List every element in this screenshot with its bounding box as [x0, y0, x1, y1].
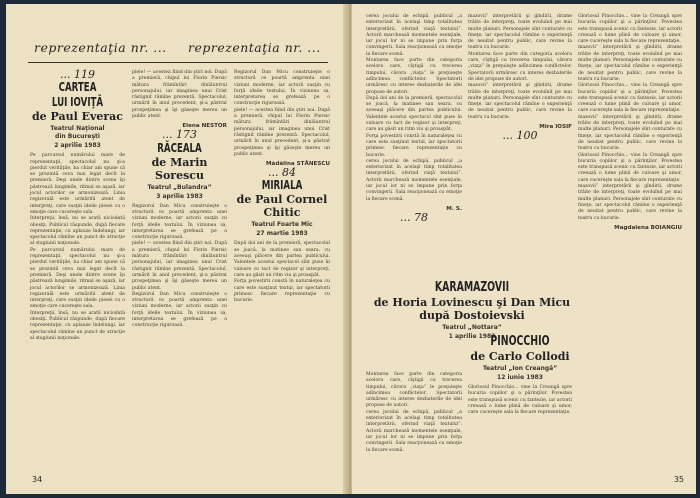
- review-body-3: După doi ani de la premieră, spectacolul se joacă, la matinee sau seara, cu aceeaşi plăcere din partea publicului. Valentele acestui spectacol sînt puse în valoare cu tact de regizor şi interpreţi, care au găsit un ritm viu şi proaspăt.: [366, 95, 462, 133]
- review-author: de Horia Lovinescu şi Dan Micu după Dostoievski: [373, 296, 571, 322]
- review-theatre: Teatrul „Ion Creangă”: [482, 365, 558, 372]
- review-body-5: cerea jocului de echipă, publicul „a exteriorizat în acelaşi timp totalitatea interpretării, oferind viaţă textului”. Actorii marchează momentele esenţiale, iar jocul lor ni se impune prin forţa convingerii. Sala reacţionează cu emoţie la fiecare scenă.: [366, 158, 462, 202]
- review-body-3: mazovii” interpretării şi gîndirii, drame trăite de interpreţi, toate evoluînd pe mai multe planuri. Personajele sînt conturate cu fineţe, iar spectacolul rămîne o experienţă de neuitat pentru public, care revine la teatru cu bucurie.: [468, 83, 572, 120]
- review-theatre: Teatrul Naţional: [50, 125, 105, 133]
- review-title: CARTEA: [58, 80, 97, 95]
- column-3: [234, 70, 330, 304]
- review-body: Regizorul Dan Micu construieşte o structură ce poartă amprenta unei viziuni moderne, iar actorii susţin cu forţă ideile textului. În viziunea sa, interpretarea se grefează pe o construcţie riguroasă.: [234, 70, 330, 107]
- review-author: de Paul Cornel Chitic: [236, 193, 328, 220]
- review-theatre: Teatrul „Bulandra”: [147, 183, 212, 191]
- left-page: [6, 4, 348, 494]
- review-body-2: Montarea face parte din categoria acelora care, cîştigă cu trecerea timpului, cărora „viaţa” le preţuieşte adîncimea conflictelor. Spectatorii urmăresc cu interes dezbaterile de idei propuse de autori.: [366, 58, 462, 95]
- column-6: [578, 14, 682, 234]
- review-author: de Paul Everac: [31, 110, 124, 124]
- review-author: de Marin Sorescu: [151, 155, 208, 182]
- review-author: de Carlo Collodi: [470, 350, 570, 363]
- review-body-4: Forţa povestirii constă în naturaleţea cu care este susţinut textul, iar spectatorii primesc fiecare reprezentaţie cu bucurie.: [234, 279, 330, 304]
- review-title: RĂCEALA: [157, 140, 202, 155]
- review-body-2: mazovii” interpretării şi gîndirii, drame trăite de interpreţi, toate evoluînd pe mai multe planuri. Personajele sînt conturate cu fineţe, iar spectacolul rămîne o experienţă de neuitat pentru public, care revine la teatru cu bucurie.: [578, 45, 682, 82]
- review-number: ... 173: [162, 128, 197, 142]
- review-body-2: Interpreţii, însă, nu se arată niciodată obosiţi. Publicul răspunde, după fiecare reprezentaţie, cu aplauze îndelungi, iar spectacolul rămîne un punct de atracţie al stagiunii naţionale.: [30, 216, 125, 247]
- review-body: Montarea face parte din categoria acelora care, cîştigă cu trecerea timpului, cărora „viaţa” le preţuieşte adîncimea conflictelor. Spectatorii urmăresc cu interes dezbaterile de idei propuse de autori.: [366, 372, 462, 409]
- review-body-3: piele! — acestea fiind din ştiri noi. După a premieră, chipul lui Florin Piersic mătura frămîntări dinlăuntrul personajului, iar imaginea unui Crist răstignit rămîne prezentă. Spectacolul, urmărit în anul precedent, şi-a păstrat prospeţimea şi îşi găseşte mereu un public atent.: [132, 241, 227, 291]
- review-body-2: cerea jocului de echipă, publicul „a exteriorizat în acelaşi timp totalitatea interpretării, oferind viaţă textului”. Actorii marchează momentele esenţiale, iar jocul lor ni se impune prin forţa convingerii. Sala reacţionează cu emoţie la fiecare scenă.: [366, 409, 462, 453]
- review-theatre: Teatrul Foarte Mic: [251, 221, 313, 229]
- review-body-4: Interpreţii, însă, nu se arată niciodată obosiţi. Publicul răspunde, după fiecare reprezentaţie, cu aplauze îndelungi, iar spectacolul rămîne un punct de atracţie al stagiunii naţionale.: [30, 310, 125, 341]
- review-body: mazovii” interpretării şi gîndirii, drame trăite de interpreţi, toate evoluînd pe mai multe planuri. Personajele sînt conturate cu fineţe, iar spectacolul rămîne o experienţă de neuitat pentru public, care revine la teatru cu bucurie.: [468, 14, 572, 51]
- review-title-2: LUI IOVIŢĂ: [51, 95, 104, 110]
- column-2: [132, 70, 227, 330]
- review-number: ... 78: [400, 210, 428, 224]
- review-signature: Mădălina STĂNESCU: [265, 161, 330, 168]
- review-date: 2 aprilie 1983: [54, 142, 101, 150]
- review-title: PINOCCHIO: [490, 334, 550, 349]
- review-body-3: Gloriosul Pinocchio... vine la Creangă spre bucuria copiilor şi a părinţilor. Povestea este transpusă scenic cu fantezie, iar actorii creează o lume plină de culoare şi umor, care cucereşte sala la fiecare reprezentaţie.: [578, 83, 682, 114]
- column-5-lower: [468, 334, 572, 416]
- review-body-4: Regizorul Dan Micu construieşte o structură ce poartă amprenta unei viziuni moderne, iar actorii susţin cu forţă ideile textului. În viziunea sa, interpretarea se grefează pe o construcţie riguroasă.: [132, 291, 227, 329]
- column-4: [366, 14, 462, 223]
- review-body-6: mazovii” interpretării şi gîndirii, drame trăite de interpreţi, toate evoluînd pe mai multe planuri. Personajele sînt conturate cu fineţe, iar spectacolul rămîne o experienţă de neuitat pentru public, care revine la teatru cu bucurie.: [578, 184, 682, 221]
- review-body-3: Pe parcursul numărului mare de reprezentaţii, spectacolul nu şi-a pierdut verităţile, ba chiar am spune că se prezintă ceva mai legat decît la premieră. Deşi unele dintre scene îşi păstrează lungimile, ritmul se aşază, iar jocul actorilor se armonizează. Linia regizorală este urmărită atent de interpreţi, care susţin ideile piesei cu o emoţie care cucereşte sala.: [30, 247, 125, 310]
- review-date: 27 martie 1983: [256, 230, 308, 238]
- review-signature: Elena NESTOR: [182, 123, 227, 130]
- review-body-4: Forţa povestirii constă în naturaleţea cu care este susţinut textul, iar spectatorii primesc fiecare reprezentaţie cu bucurie.: [366, 133, 462, 158]
- review-title: KARAMAZOVII: [434, 280, 510, 295]
- review-signature: Mira IOSIF: [539, 124, 572, 131]
- review-signature: Magdalena BOIANGIU: [614, 224, 682, 231]
- page-header-left: reprezentaţia nr. ...: [34, 40, 167, 55]
- header-rule: [28, 62, 328, 63]
- review-date: 1 aprilie 1983: [448, 333, 496, 340]
- review-body-5: Gloriosul Pinocchio... vine la Creangă spre bucuria copiilor şi a părinţilor. Povestea este transpusă scenic cu fantezie, iar actorii creează o lume plină de culoare şi umor, care cucereşte sala la fiecare reprezentaţie.: [578, 152, 682, 183]
- column-4-lower: [366, 372, 462, 454]
- review-body-2: piele! — acestea fiind din ştiri noi. După a premieră, chipul lui Florin Piersic mătura frămîntări dinlăuntrul personajului, iar imaginea unui Crist răstignit rămîne prezentă. Spectacolul, urmărit în anul precedent, şi-a păstrat prospeţimea şi îşi găseşte mereu un public atent.: [234, 107, 330, 157]
- review-body: Gloriosul Pinocchio... vine la Creangă spre bucuria copiilor şi a părinţilor. Povestea este transpusă scenic cu fantezie, iar actorii creează o lume plină de culoare şi umor, care cucereşte sala la fiecare reprezentaţie.: [578, 14, 682, 45]
- review-body: Gloriosul Pinocchio... vine la Creangă spre bucuria copiilor şi a părinţilor. Povestea este transpusă scenic cu fantezie, iar actorii creează o lume plină de culoare şi umor, care cucereşte sala la fiecare reprezentaţie.: [468, 385, 572, 416]
- review-body: cerea jocului de echipă, publicul „a exteriorizat în acelaşi timp totalitatea interpretării, oferind viaţă textului”. Actorii marchează momentele esenţiale, iar jocul lor ni se impune prin forţa convingerii. Sala reacţionează cu emoţie la fiecare scenă.: [366, 14, 462, 57]
- review-body-4: mazovii” interpretării şi gîndirii, drame trăite de interpreţi, toate evoluînd pe mai multe planuri. Personajele sînt conturate cu fineţe, iar spectacolul rămîne o experienţă de neuitat pentru public, care revine la teatru cu bucurie.: [578, 114, 682, 152]
- column-1: [30, 70, 125, 342]
- page-header-left-2: reprezentaţia nr. ...: [188, 40, 321, 55]
- review-body-2: Regizorul Dan Micu construieşte o structură ce poartă amprenta unei viziuni moderne, iar actorii susţin cu forţă ideile textului. În viziunea sa, interpretarea se grefează pe o construcţie riguroasă.: [132, 203, 227, 241]
- page-number-right: 35: [673, 475, 684, 484]
- review-body: Pe parcursul numărului mare de reprezentaţii, spectacolul nu şi-a pierdut verităţile, ba chiar am spune că se prezintă ceva mai legat decît la premieră. Deşi unele dintre scene îşi păstrează lungimile, ritmul se aşază, iar jocul actorilor se armonizează. Linia regizorală este urmărită atent de interpreţi, care susţin ideile piesei cu o emoţie care cucereşte sala.: [30, 153, 125, 215]
- right-page: [352, 4, 696, 494]
- review-date: 12 iunie 1983: [497, 374, 543, 381]
- review-theatre: Teatrul „Nottara”: [442, 324, 502, 331]
- review-body-3: După doi ani de la premieră, spectacolul se joacă, la matinee sau seara, cu aceeaşi plăcere din partea publicului. Valentele acestui spectacol sînt puse în valoare cu tact de regizor şi interpreţi, care au găsit un ritm viu şi proaspăt.: [234, 241, 330, 278]
- review-number: ... 100: [502, 129, 538, 143]
- review-signature: M. S.: [446, 205, 462, 212]
- review-title: MIRIALA: [261, 178, 303, 193]
- review-body-2: Montarea face parte din categoria acelora care, cîştigă cu trecerea timpului, cărora „viaţa” le preţuieşte adîncimea conflictelor. Spectatorii urmăresc cu interes dezbaterile de idei propuse de autori.: [468, 51, 572, 82]
- review-number: ... 84: [268, 166, 296, 180]
- review-body: piele! — acestea fiind din ştiri noi. După a premieră, chipul lui Florin Piersic mătura frămîntări dinlăuntrul personajului, iar imaginea unui Crist răstignit rămîne prezentă. Spectacolul, urmărit în anul precedent, şi-a păstrat prospeţimea şi îşi găseşte mereu un public atent.: [132, 70, 227, 120]
- page-number-left: 34: [32, 475, 43, 484]
- review-theatre-2: din Bucureşti: [55, 133, 100, 141]
- review-number: ... 119: [60, 68, 95, 81]
- column-5: [468, 14, 572, 141]
- review-date: 3 aprilie 1983: [156, 192, 203, 200]
